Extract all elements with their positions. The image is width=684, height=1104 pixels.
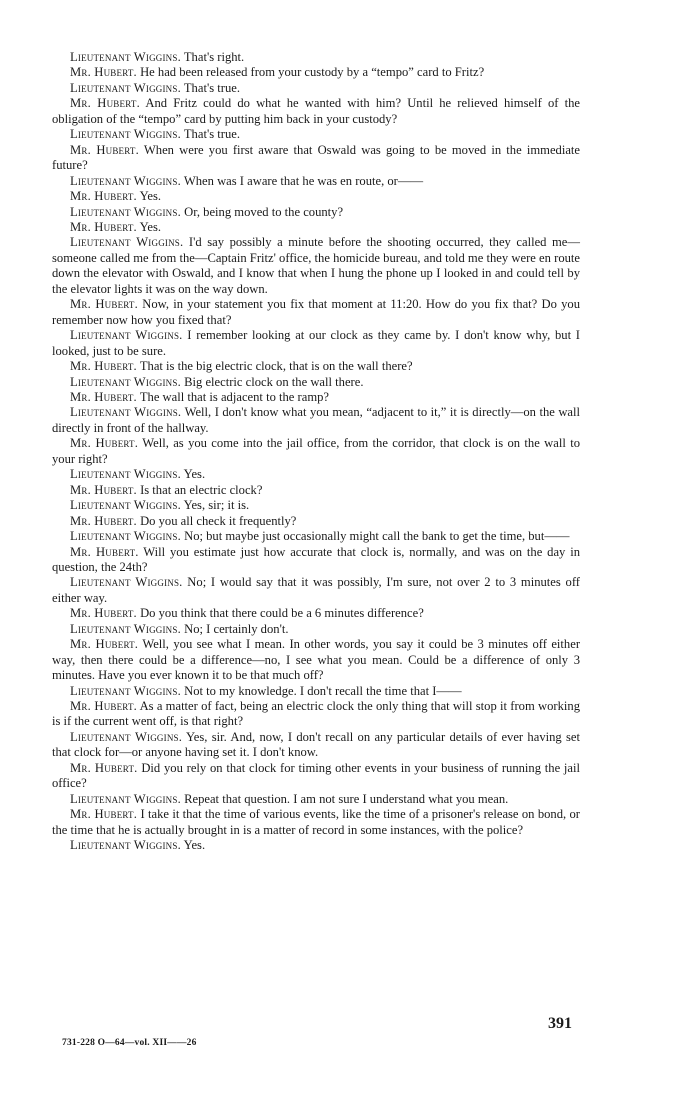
testimony-paragraph (52, 761, 580, 792)
testimony-paragraph (52, 545, 580, 576)
speech-text: Repeat that question. I am not sure I understand what you mean. (184, 791, 509, 806)
testimony-paragraph (52, 81, 580, 96)
testimony-paragraph (52, 375, 580, 390)
speaker-name: Lieutenant Wiggins. (70, 374, 181, 389)
speaker-name: Mr. Hubert. (70, 142, 139, 157)
speaker-name: Lieutenant Wiggins. (70, 529, 181, 544)
speaker-name: Mr. Hubert. (70, 389, 137, 404)
speaker-name: Mr. Hubert. (70, 544, 139, 559)
speech-text: No; but maybe just occasionally might call the bank to get the time, but—— (184, 529, 570, 544)
speaker-name: Lieutenant Wiggins. (70, 173, 181, 188)
testimony-paragraph (52, 96, 580, 127)
testimony-paragraph (52, 838, 580, 853)
speech-text: That's true. (183, 127, 240, 142)
speaker-name: Mr. Hubert. (70, 606, 137, 621)
speech-text: Yes. (183, 838, 206, 853)
speech-text: He had been released from your custody by a “tempo” card to Fritz? (140, 65, 485, 80)
testimony-paragraph (52, 359, 580, 374)
speech-text: Well, as you come into the jail office, from the corridor, that clock is on the wall to your right? (52, 436, 580, 466)
speaker-name: Mr. Hubert. (70, 359, 137, 374)
speaker-name: Lieutenant Wiggins. (70, 204, 181, 219)
speech-text: Yes. (183, 467, 206, 482)
speech-text: Do you think that there could be a 6 minutes difference? (140, 606, 424, 621)
speaker-name: Lieutenant Wiggins. (70, 50, 181, 64)
speaker-name: Lieutenant Wiggins. (70, 127, 181, 142)
testimony-paragraph (52, 436, 580, 467)
testimony-paragraph (52, 390, 580, 405)
speaker-name: Mr. Hubert. (70, 189, 137, 204)
speaker-name: Lieutenant Wiggins. (70, 791, 181, 806)
speaker-name: Lieutenant Wiggins. (70, 621, 181, 636)
speech-text: I'd say possibly a minute before the shooting occurred, they called me—someone called me from the—Captain Fritz' office, the homicide bureau, and told me they were en route down the elevator with Oswald, and I know that when I hung the phone up I looked in and could tell by the elevator lights it was on the way down. (52, 235, 580, 296)
speech-text: Did you rely on that clock for timing other events in your business of running the jail office? (52, 760, 581, 791)
speaker-name: Mr. Hubert. (70, 807, 138, 822)
speech-text: Is that an electric clock? (140, 482, 263, 497)
speaker-name: Mr. Hubert. (70, 297, 138, 312)
speech-text: The wall that is adjacent to the ramp? (139, 389, 330, 404)
speaker-name: Lieutenant Wiggins. (70, 498, 181, 513)
speaker-name: Mr. Hubert. (70, 699, 138, 714)
testimony-paragraph (52, 174, 580, 189)
speaker-name: Mr. Hubert. (70, 65, 137, 80)
speech-text: I take it that the time of various events, like the time of a prisoner's release on bond, or the time that he is actually brought in is a matter of record in some instances, with the police? (52, 807, 580, 837)
testimony-paragraph (52, 220, 580, 235)
speech-text: That is the big electric clock, that is on the wall there? (139, 359, 413, 374)
testimony-paragraph (52, 50, 580, 65)
speech-text: Big electric clock on the wall there. (184, 374, 364, 389)
speech-text: Yes. (139, 219, 162, 234)
speaker-name: Mr. Hubert. (70, 436, 139, 451)
testimony-paragraph (52, 637, 580, 683)
speaker-name: Lieutenant Wiggins. (70, 729, 183, 744)
speech-text: That's right. (183, 50, 245, 64)
testimony-paragraph (52, 514, 580, 529)
speech-text: When was I aware that he was en route, or—— (183, 173, 424, 188)
speaker-name: Lieutenant Wiggins. (70, 80, 181, 95)
speech-text: Yes. (139, 189, 162, 204)
testimony-paragraph (52, 792, 580, 807)
testimony-paragraph (52, 467, 580, 482)
page-number: 391 (548, 1015, 572, 1032)
print-code-footer: 731-228 O—64—vol. XII——26 (62, 1038, 197, 1048)
speech-text: No; I certainly don't. (184, 621, 289, 636)
speech-text: Not to my knowledge. I don't recall the time that I—— (184, 683, 462, 698)
testimony-paragraph (52, 297, 580, 328)
testimony-paragraph (52, 65, 580, 80)
speech-text: Well, you see what I mean. In other words, you say it could be 3 minutes off either way, then there could be a difference—no, I see what you mean. Could be a difference of only 3 minutes. Have you ever known it to be that much off? (52, 637, 581, 683)
speaker-name: Mr. Hubert. (70, 219, 137, 234)
testimony-paragraph (52, 622, 580, 637)
testimony-paragraph (52, 606, 580, 621)
speaker-name: Lieutenant Wiggins. (70, 405, 182, 420)
testimony-paragraph (52, 143, 580, 174)
testimony-paragraph (52, 684, 580, 699)
speaker-name: Mr. Hubert. (70, 513, 137, 528)
testimony-paragraph (52, 127, 580, 142)
speech-text: Well, I don't know what you mean, “adjacent to it,” it is directly—on the wall directly in front of the hallway. (52, 405, 581, 435)
speech-text: No; I would say that it was possibly, I'm sure, not over 2 to 3 minutes off either way. (52, 575, 580, 605)
speech-text: That's true. (183, 80, 240, 95)
speech-text: And Fritz could do what he wanted with him? Until he relieved himself of the obligation of the “tempo” card by putting him back in your custody? (52, 96, 580, 126)
speaker-name: Mr. Hubert. (70, 96, 140, 111)
speech-text: As a matter of fact, being an electric clock the only thing that will stop it from working is if the current went off, is that right? (52, 699, 580, 729)
testimony-paragraph (52, 575, 580, 606)
testimony-paragraph (52, 328, 580, 359)
speech-text: When were you first aware that Oswald was going to be moved in the immediate future? (52, 142, 581, 173)
speaker-name: Mr. Hubert. (70, 482, 137, 497)
testimony-paragraph (52, 483, 580, 498)
speech-text: Yes, sir. And, now, I don't recall on any particular details of ever having set that clock for—or anyone having set it. I don't know. (52, 729, 580, 760)
speech-text: Or, being moved to the county? (184, 204, 344, 219)
testimony-paragraph (52, 807, 580, 838)
transcript-body (52, 50, 580, 854)
speech-text: Will you estimate just how accurate that clock is, normally, and was on the day in question, the 24th? (52, 544, 581, 574)
speech-text: Do you all check it frequently? (140, 513, 297, 528)
speaker-name: Lieutenant Wiggins. (70, 328, 183, 343)
speech-text: Yes, sir; it is. (183, 498, 250, 513)
speaker-name: Lieutenant Wiggins. (70, 467, 181, 482)
testimony-paragraph (52, 405, 580, 436)
testimony-paragraph (52, 730, 580, 761)
speaker-name: Mr. Hubert. (70, 637, 139, 652)
speech-text: I remember looking at our clock as they came by. I don't know why, but I looked, just to be sure. (52, 328, 581, 358)
testimony-paragraph (52, 498, 580, 513)
speaker-name: Mr. Hubert. (70, 760, 138, 775)
testimony-paragraph (52, 205, 580, 220)
speech-text: Now, in your statement you fix that moment at 11:20. How do you fix that? Do you remember now how you fixed that? (52, 297, 580, 327)
speaker-name: Lieutenant Wiggins. (70, 575, 183, 590)
testimony-paragraph (52, 529, 580, 544)
speaker-name: Lieutenant Wiggins. (70, 235, 184, 250)
testimony-paragraph (52, 235, 580, 297)
speaker-name: Lieutenant Wiggins. (70, 838, 181, 853)
testimony-paragraph (52, 189, 580, 204)
testimony-paragraph (52, 699, 580, 730)
speaker-name: Lieutenant Wiggins. (70, 683, 181, 698)
